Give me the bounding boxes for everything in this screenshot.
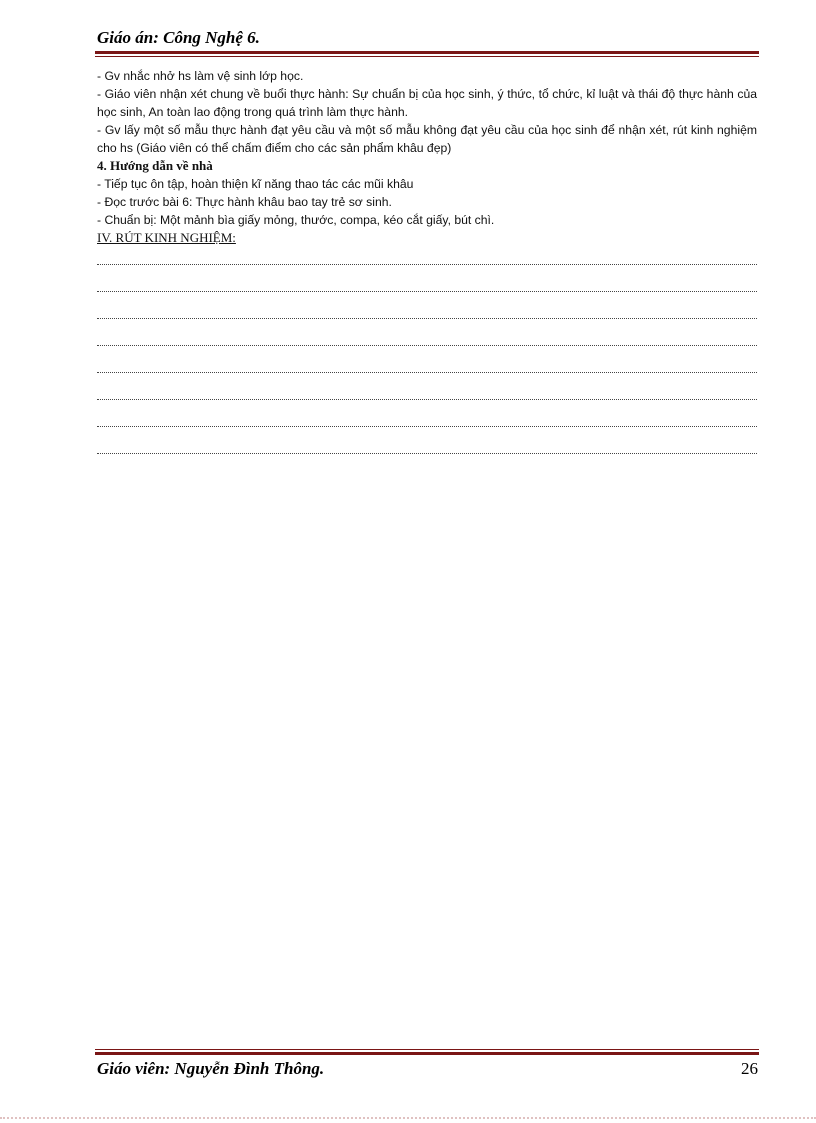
blank-dotted-line: [97, 346, 757, 373]
header-title: Giáo án: Công Nghệ 6.: [97, 28, 260, 47]
page-number: 26: [741, 1059, 758, 1078]
blank-dotted-line: [97, 427, 757, 454]
section-iv-heading: IV. RÚT KINH NGHIỆM:: [97, 230, 236, 245]
blank-dotted-line: [97, 265, 757, 292]
header-rule-thick: [95, 51, 759, 54]
body-line: - Gv lấy một số mẫu thực hành đạt yêu cầu và một số mẫu không đạt yêu cầu của học sinh để nhận xét, rút kinh nghiệm cho hs (Giáo viên có thể chấm điểm cho các sản phẩm khâu đẹp): [97, 123, 757, 155]
blank-dotted-line: [97, 373, 757, 400]
body-line: - Giáo viên nhận xét chung về buổi thực hành: Sự chuẩn bị của học sinh, ý thức, tổ chức, kỉ luật và thái độ thực hành của học sinh, An toàn lao động trong quá trình làm thực hành.: [97, 87, 757, 119]
bottom-border: [0, 1117, 816, 1119]
body-line: - Gv nhắc nhở hs làm vệ sinh lớp học.: [97, 69, 304, 83]
header-rule-thin: [95, 56, 759, 57]
section-4-item: - Chuẩn bị: Một mảnh bìa giấy mỏng, thước, compa, kéo cắt giấy, bút chì.: [97, 213, 495, 227]
blank-dotted-line: [97, 292, 757, 319]
footer-teacher-name: Giáo viên: Nguyễn Đình Thông.: [97, 1059, 325, 1078]
section-4-item: - Tiếp tục ôn tập, hoàn thiện kĩ năng thao tác các mũi khâu: [97, 177, 414, 191]
blank-lines: [97, 238, 757, 454]
document-body: [97, 67, 757, 454]
section-4-heading: 4. Hướng dẫn về nhà: [97, 158, 213, 173]
section-4-item: - Đọc trước bài 6: Thực hành khâu bao tay trẻ sơ sinh.: [97, 195, 392, 209]
blank-dotted-line: [97, 319, 757, 346]
footer-rule-thin: [95, 1049, 759, 1050]
blank-dotted-line: [97, 400, 757, 427]
footer-rule-thick: [95, 1052, 759, 1055]
